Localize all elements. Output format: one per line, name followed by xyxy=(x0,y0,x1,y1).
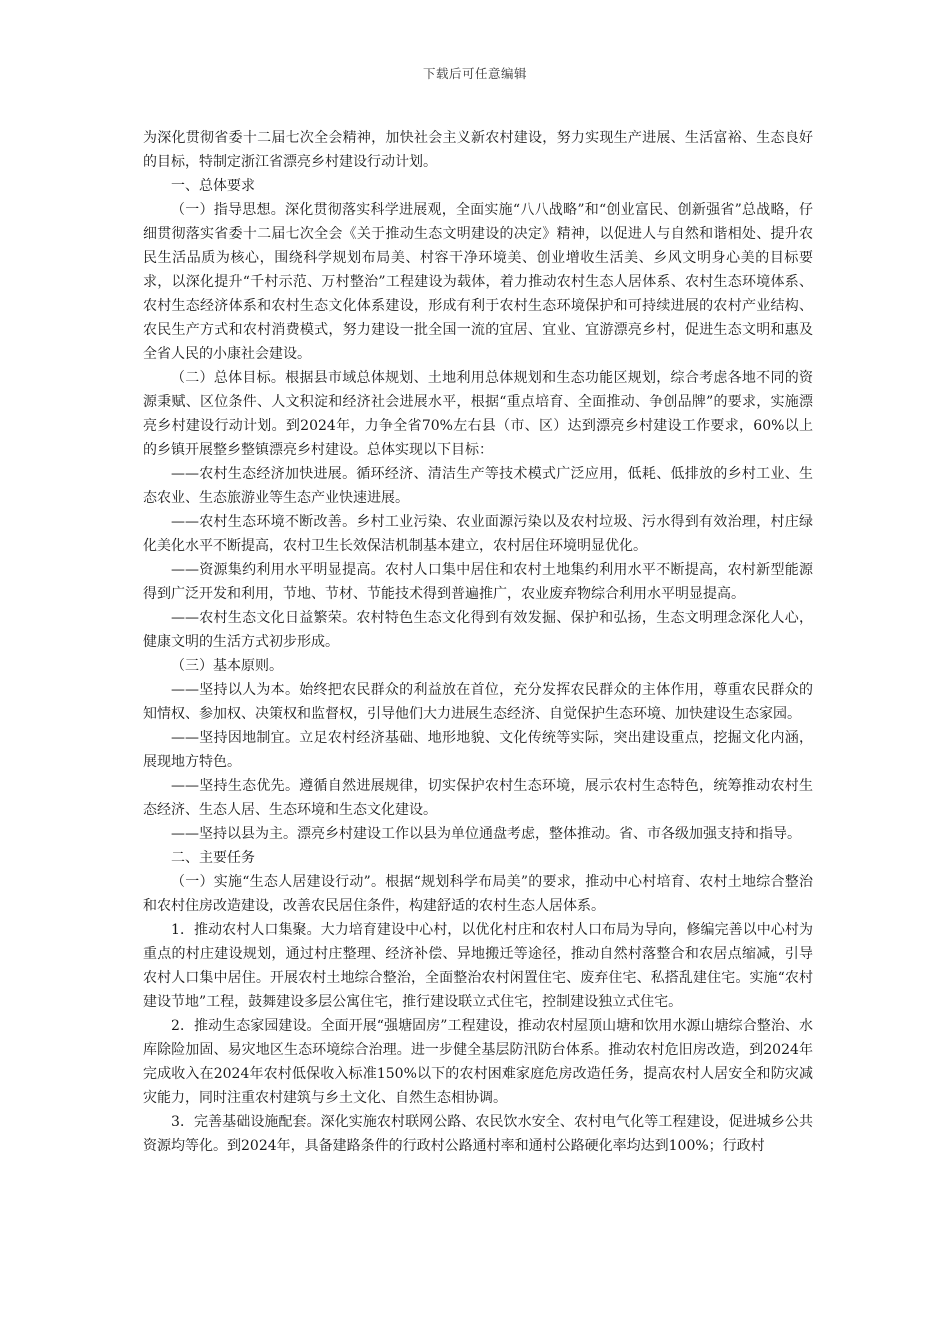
section-heading-main-tasks: 二、主要任务 xyxy=(171,850,255,866)
intro-paragraph: 为深化贯彻省委十二届七次全会精神，加快社会主义新农村建设，努力实现生产进展、生活富裕、生态良好的目标，特制定浙江省漂亮乡村建设行动计划。 xyxy=(143,130,813,170)
task-item-population-gathering: 1．推动农村人口集聚。大力培育建设中心村，以优化村庄和农村人口布局为导向，修编完善以中心村为重点的村庄建设规划，通过村庄整理、经济补偿、异地搬迁等途径，推动自然村落整合和农居点缩减，引导农村人口集中居住。开展农村土地综合整治，全面整治农村闲置住宅、废弃住宅、私搭乱建住宅。实施“农村建设节地”工程，鼓舞建设多层公寓住宅，推行建设联立式住宅，控制建设独立式住宅。 xyxy=(143,922,813,1010)
paragraph-eco-habitat-action: （一）实施“生态人居建设行动”。根据“规划科学布局美”的要求，推动中心村培育、农村土地综合整治和农村住房改造建设，改善农民居住条件，构建舒适的农村生态人居体系。 xyxy=(143,874,813,914)
task-item-infrastructure: 3．完善基础设施配套。深化实施农村联网公路、农民饮水安全、农村电气化等工程建设，促进城乡公共资源均等化。到2024年，具备建路条件的行政村公路通村率和通村公路硬化率均达到100%；行政村 xyxy=(143,1114,813,1154)
goal-item-eco-economy: ——农村生态经济加快进展。循环经济、清洁生产等技术模式广泛应用，低耗、低排放的乡村工业、生态农业、生态旅游业等生态产业快速进展。 xyxy=(143,466,813,506)
principle-county-based: ——坚持以县为主。漂亮乡村建设工作以县为单位通盘考虑，整体推动。省、市各级加强支持和指导。 xyxy=(171,826,801,842)
principle-ecology-first: ——坚持生态优先。遵循自然进展规律，切实保护农村生态环境，展示农村生态特色，统筹推动农村生态经济、生态人居、生态环境和生态文化建设。 xyxy=(143,778,813,818)
page-header-note: 下载后可任意编辑 xyxy=(422,66,527,81)
document-body xyxy=(143,126,813,1158)
principle-local-conditions: ——坚持因地制宜。立足农村经济基础、地形地貌、文化传统等实际，突出建设重点，挖掘文化内涵，展现地方特色。 xyxy=(143,730,813,770)
goal-item-resource-use: ——资源集约利用水平明显提高。农村人口集中居住和农村土地集约利用水平不断提高，农村新型能源得到广泛开发和利用，节地、节材、节能技术得到普遍推广，农业废弃物综合利用水平明显提高。 xyxy=(143,562,813,602)
paragraph-guiding-ideology: （一）指导思想。深化贯彻落实科学进展观，全面实施“八八战略”和“创业富民、创新强省”总战略，仔细贯彻落实省委十二届七次全会《关于推动生态文明建设的决定》精神，以促进人与自然和谐相处、提升农民生活品质为核心，围绕科学规划布局美、村容干净环境美、创业增收生活美、乡风文明身心美的目标要求，以深化提升“千村示范、万村整治”工程建设为载体，着力推动农村生态人居体系、农村生态环境体系、农村生态经济体系和农村生态文化体系建设，形成有利于农村生态环境保护和可持续进展的农村产业结构、农民生产方式和农村消费模式，努力建设一批全国一流的宜居、宜业、宜游漂亮乡村，促进生态文明和惠及全省人民的小康社会建设。 xyxy=(143,202,813,362)
principle-people-oriented: ——坚持以人为本。始终把农民群众的利益放在首位，充分发挥农民群众的主体作用，尊重农民群众的知情权、参加权、决策权和监督权，引导他们大力进展生态经济、自觉保护生态环境、加快建设生态家园。 xyxy=(143,682,813,722)
task-item-eco-home: 2．推动生态家园建设。全面开展“强塘固房”工程建设，推动农村屋顶山塘和饮用水源山塘综合整治、水库除险加固、易灾地区生态环境综合治理。进一步健全基层防汛防台体系。推动农村危旧房改造，到2024年完成收入在2024年农村低保收入标准150%以下的农村困难家庭危房改造任务，提高农村人居安全和防灾减灾能力，同时注重农村建筑与乡土文化、自然生态相协调。 xyxy=(143,1018,813,1106)
goal-item-eco-environment: ——农村生态环境不断改善。乡村工业污染、农业面源污染以及农村垃圾、污水得到有效治理，村庄绿化美化水平不断提高，农村卫生长效保洁机制基本建立，农村居住环境明显优化。 xyxy=(143,514,813,554)
section-heading-general-requirements: 一、总体要求 xyxy=(171,178,255,194)
subheading-basic-principles: （三）基本原则。 xyxy=(171,658,283,674)
goal-item-eco-culture: ——农村生态文化日益繁荣。农村特色生态文化得到有效发掘、保护和弘扬，生态文明理念深化人心，健康文明的生活方式初步形成。 xyxy=(143,610,813,650)
paragraph-overall-goals: （二）总体目标。根据县市域总体规划、土地利用总体规划和生态功能区规划，综合考虑各地不同的资源秉赋、区位条件、人文积淀和经济社会进展水平，根据“重点培育、全面推动、争创品牌”的要求，实施漂亮乡村建设行动计划。到2024年，力争全省70%左右县（市、区）达到漂亮乡村建设工作要求，60%以上的乡镇开展整乡整镇漂亮乡村建设。总体实现以下目标： xyxy=(143,370,813,458)
